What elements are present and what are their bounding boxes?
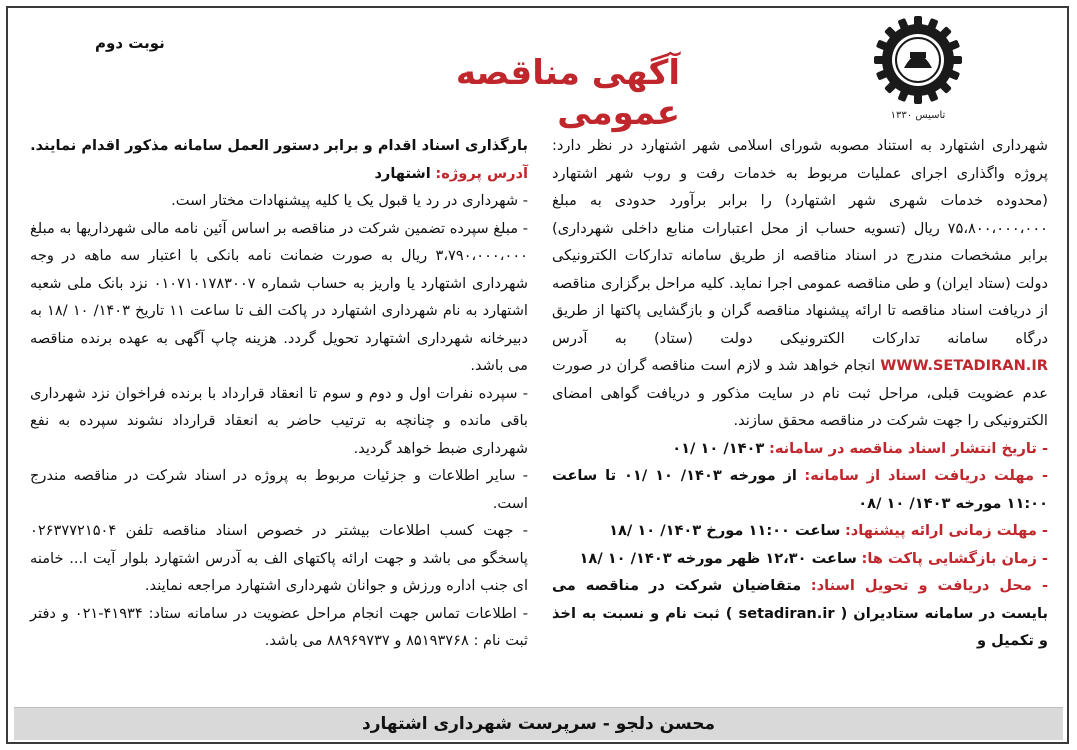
- opening-time-value: ساعت ۱۲،۳۰ ظهر مورخه ۱۴۰۳/ ۱۰ /۱۸: [579, 549, 857, 567]
- signature-footer: [14, 707, 1063, 740]
- condition-item: - شهرداری در رد یا قبول یک یا کلیه پیشنهادات مختار است.: [171, 192, 528, 209]
- delivery-place-label: - محل دریافت و تحویل اسناد:: [810, 577, 1049, 594]
- project-address-label: آدرس پروژه:: [435, 164, 528, 182]
- submit-deadline-item: [552, 517, 1048, 545]
- page-title: آگهی مناقصه عمومی: [455, 53, 680, 133]
- receive-deadline-value: از مورخه ۱۴۰۳/ ۱۰ /۰۱ تا ساعت ۱۱:۰۰ مورخه ۱۴۰۳/ ۱۰ /۰۸: [552, 467, 1048, 512]
- left-column: [30, 132, 528, 655]
- municipality-logo-icon: [870, 12, 966, 124]
- publish-date-label: - تاریخ انتشار اسناد مناقصه در سامانه:: [768, 439, 1048, 457]
- publish-date-value: ۱۴۰۳/ ۱۰ /۰۱: [672, 439, 765, 457]
- submit-deadline-label: - مهلت زمانی ارائه پیشنهاد:: [844, 522, 1048, 539]
- publish-date-item: [552, 435, 1048, 463]
- project-address-value: اشتهارد: [374, 164, 431, 182]
- left-intro: بارگذاری اسناد اقدام و برابر دستور العمل سامانه مذکور اقدام نمایند.: [30, 137, 528, 154]
- setad-contact-item: - اطلاعات تماس جهت انجام مراحل عضویت در سامانه ستاد: ۴۱۹۳۴-۰۲۱ و دفتر ثبت نام : ۸۵۱۹۳۷۶۸ و ۸۸۹۶۹۷۳۷ می باشد.: [30, 604, 528, 649]
- receive-deadline-item: [552, 462, 1048, 517]
- intro-paragraph: [552, 132, 1048, 435]
- contact-phone-item: - جهت کسب اطلاعات بیشتر در خصوص اسناد مناقصه تلفن ۰۲۶۳۷۷۲۱۵۰۴ پاسخگو می باشد و جهت ارائه پاکتهای الف به آدرس اشتهارد بلوار آیت ا... خامنه ای جنب اداره ورزش و جوانان شهرداری اشتهارد مراجعه نمایند.: [30, 522, 528, 594]
- intro-text-end: انجام خواهد شد و لازم است مناقصه گران در صورت عدم عضویت قبلی، مراحل ثبت نام در سایت مذکور و دریافت گواهی امضای الکترونیکی را جهت شرکت در مناقصه محقق سازند.: [552, 357, 1048, 429]
- delivery-place-item: [552, 572, 1048, 655]
- delivery-place-value: متقاضیان شرکت در مناقصه می بایست در سامانه ستادیران ( setadiran.ir ) ثبت نام و نسبت به اخذ و تکمیل و: [552, 577, 1048, 649]
- guarantee-item: - مبلغ سپرده تضمین شرکت در مناقصه بر اساس آئین نامه مالی شهرداریها به مبلغ ۳،۷۹۰،۰۰۰،۰۰۰ ریال به صورت ضمانت نامه بانکی با اعتبار سه ماهه در وجه شهرداری اشتهارد یا واریز به حساب شماره ۰۱۰۷۱۰۱۷۸۳۰۰۷ نزد بانک ملی شعبه اشتهارد به نام شهرداری اشتهارد در پاکت الف تا ساعت ۱۱ تاریخ ۱۴۰۳/ ۱۰ /۱۸ به دبیرخانه شهرداری اشتهارد تحویل گردد. هزینه چاپ آگهی به عهده برنده مناقصه می باشد.: [30, 219, 528, 374]
- right-column: [552, 132, 1048, 655]
- opening-time-label: - زمان بازگشایی پاکت ها:: [861, 549, 1048, 567]
- logo-caption: تاسیس ۱۳۳۰: [890, 110, 946, 121]
- project-address: [30, 160, 528, 188]
- other-info-item: - سایر اطلاعات و جزئیات مربوط به پروژه در اسناد شرکت در مناقصه مندرج است.: [30, 467, 528, 512]
- intro-text: شهرداری اشتهارد به استناد مصوبه شورای اسلامی شهر اشتهارد در نظر دارد: پروژه واگذاری اجرای عملیات مربوط به خدمات رفت و روب شهر اشتهارد (محدوده خدمات شهری شهر اشتهارد) را برابر برآورد حدودی به مبلغ ۷۵،۸۰۰،۰۰۰،۰۰۰ ریال (تسویه حساب از محل اعتبارات منابع داخلی شهرداری) برابر مشخصات مندرج در اسناد مناقصه از طریق سامانه تدارکات الکترونیکی دولت (ستاد ایران) و طی مناقصه عمومی اجرا نماید. کلیه مراحل برگزاری مناقصه از دریافت اسناد مناقصه تا ارائه پیشنهاد مناقصه گران و بازگشایی پاکتها از طریق درگاه سامانه تدارکات الکترونیکی دولت (ستاد) به آدرس: [552, 137, 1048, 347]
- opening-time-item: [552, 545, 1048, 573]
- receive-deadline-label: - مهلت دریافت اسناد از سامانه:: [804, 467, 1048, 484]
- signature-text: محسن دلجو - سرپرست شهرداری اشتهارد: [361, 714, 716, 734]
- site-url-link[interactable]: WWW.SETADIRAN.IR: [880, 357, 1049, 374]
- deposit-item: - سپرده نفرات اول و دوم و سوم تا انعقاد قرارداد با برنده فراخوان نزد شهرداری باقی مانده و چنانچه به ترتیب حاضر به انعقاد قرارداد نشوند سپرده به نفع شهرداری ضبط خواهد گردید.: [30, 384, 528, 457]
- submit-deadline-value: ساعت ۱۱:۰۰ مورخ ۱۴۰۳/ ۱۰ /۱۸: [609, 522, 841, 539]
- edition-label: نوبت دوم: [95, 34, 165, 52]
